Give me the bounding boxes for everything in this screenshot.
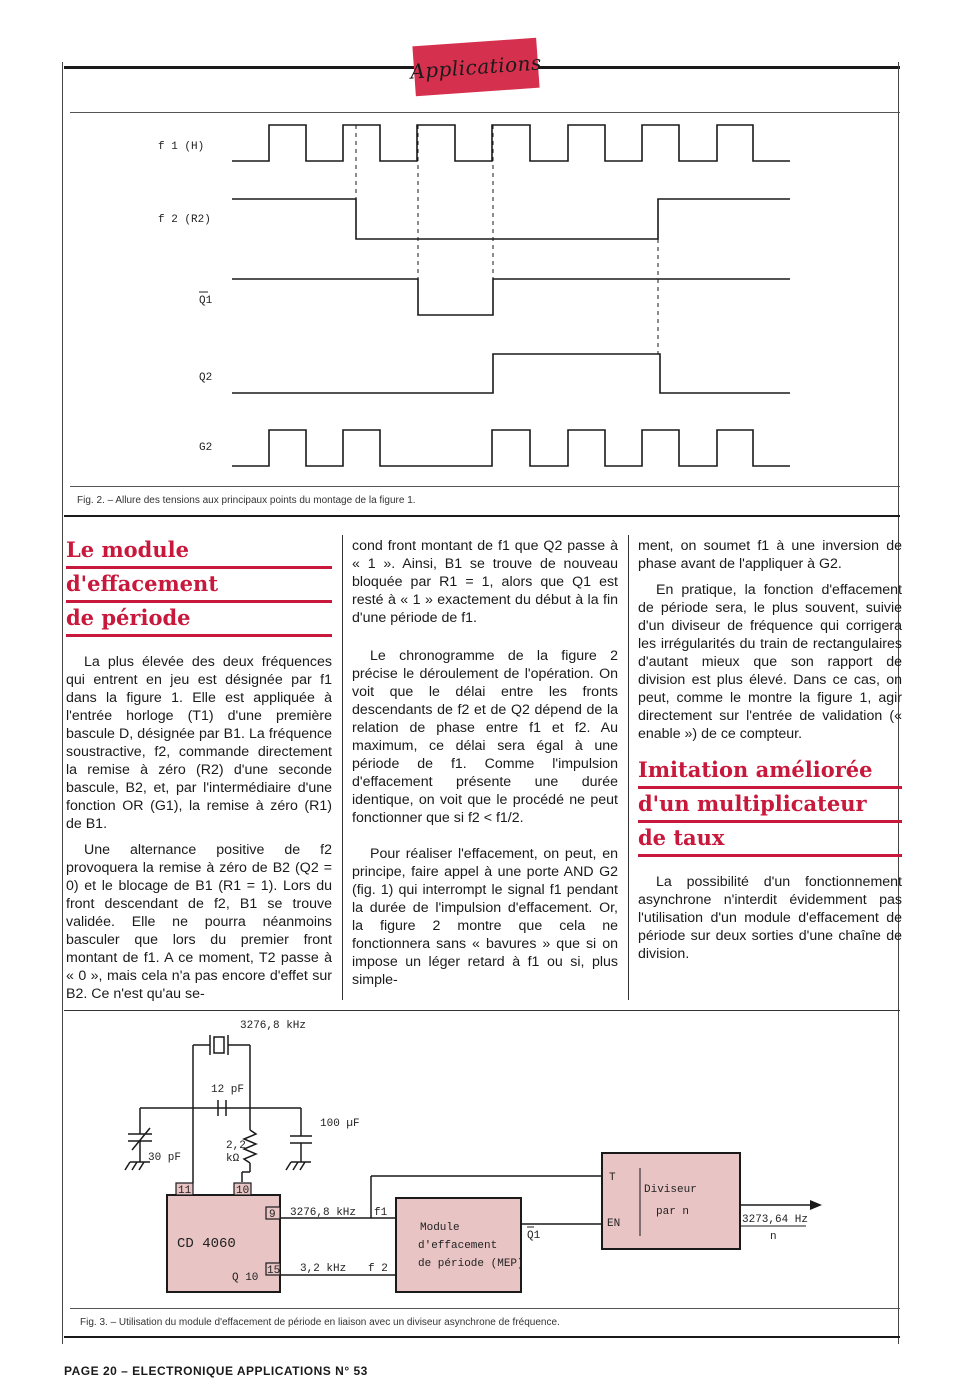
cap-100uf-label: 100 µF (320, 1118, 360, 1130)
mep-label-line: de période (MEP) (418, 1258, 524, 1270)
paragraph: Une alternance positive de f2 provoquera la remise à zéro de B2 (Q2 = 0) et le blocage de B1 (R1 = 1). Lors du front descendant de f2, B1 se trouve validée. Elle ne pourra néanmoins basculer que lors du premier front montant de f1. A ce moment, T2 passe à « 0 », mais cela n'a pas encore d'effet sur B2. Ce n'est qu'au se- (66, 842, 332, 1002)
resistor-unit-label: kΩ (226, 1153, 240, 1165)
signal-label-f2: f 2 (R2) (158, 214, 211, 226)
text-column-3 (638, 537, 902, 971)
text-column-2 (352, 537, 618, 997)
en-input-label: EN (607, 1218, 621, 1230)
pin-10-label: 10 (236, 1185, 250, 1197)
f1-label: f1 (374, 1207, 388, 1219)
f1-waveform (232, 125, 790, 161)
t-input-label: T (609, 1172, 616, 1184)
mep-label-line: Module (420, 1222, 460, 1234)
cap-30pf-label: 30 pF (148, 1152, 182, 1164)
pin15-freq-label: 3,2 kHz (300, 1263, 347, 1275)
column-divider-2 (628, 535, 629, 1000)
fig3-bottom-rule (64, 1336, 900, 1338)
divider-label-line: par n (656, 1206, 690, 1218)
q1-output-label: Q1 (527, 1230, 541, 1242)
heading-line: de taux (638, 823, 902, 857)
f2-waveform (232, 199, 790, 239)
paragraph: La plus élevée des deux fréquences qui entrent en jeu est désignée par f1 dans la figure 1. Elle est appliquée à l'entrée horloge (T1) d'une première bascule D, désignée par B1. La fréquence soustractive, f2, commande directement la remise à zéro (R2) d'une seconde bascule, B2, et, par l'intermédiaire d'une fonction OR (G1), la remise à zéro (R1) de B1. (66, 654, 332, 832)
paragraph: La possibilité d'un fonctionnement asynchrone n'interdit évidemment pas l'utilisation d'un module d'effacement de période sur deux sorties d'une chaîne de division. (638, 874, 902, 962)
resistor-value-label: 2,2 (226, 1140, 246, 1152)
pin-11-label: 11 (178, 1185, 192, 1197)
signal-label-g2: G2 (199, 442, 213, 454)
output-denominator: n (770, 1231, 777, 1243)
fig3-caption-rule (70, 1308, 900, 1309)
pin9-freq-label: 3276,8 kHz (290, 1207, 357, 1219)
fig3-caption: Fig. 3. – Utilisation du module d'effacement de période en liaison avec un diviseur asynchrone de fréquence. (80, 1317, 560, 1328)
heading-le-module (66, 535, 332, 637)
crystal-body (214, 1037, 224, 1053)
heading-line: Imitation améliorée (638, 755, 902, 789)
fig2-caption: Fig. 2. – Allure des tensions aux principaux points du montage de la figure 1. (77, 495, 416, 506)
signal-label-q1: Q1 (199, 295, 213, 307)
fig3-circuit-diagram (0, 1000, 964, 1310)
page-footer: PAGE 20 – ELECTRONIQUE APPLICATIONS N° 53 (64, 1364, 368, 1378)
signal-label-q2: Q2 (199, 372, 213, 384)
chip-name-label: CD 4060 (177, 1236, 236, 1252)
heading-imitation (638, 755, 902, 857)
heading-line: d'un multiplicateur (638, 789, 902, 823)
fig2-timing-diagram (0, 0, 964, 500)
chip-q10-label: Q 10 (232, 1272, 259, 1284)
fig2-caption-rule (70, 486, 900, 487)
heading-line: Le module (66, 535, 332, 569)
fig2-bottom-rule (64, 515, 900, 517)
paragraph: ment, on soumet f1 à une inversion de phase avant de l'appliquer à G2. (638, 538, 902, 572)
pin-9-label: 9 (269, 1209, 276, 1221)
banner-label: Applications (409, 50, 543, 84)
paragraph: cond front montant de f1 que Q2 passe à « 1 ». Ainsi, B1 se trouve de nouveau bloquée par R1 = 1, alors que Q1 est resté à « 1 » exactement du début à la fin d'une période de f1. (352, 538, 618, 626)
mep-label-line: d'effacement (418, 1240, 498, 1252)
cap-12pf-label: 12 pF (211, 1084, 245, 1096)
f2-label: f 2 (368, 1263, 388, 1275)
q1-waveform (232, 279, 790, 315)
pin-15-label: 15 (267, 1265, 281, 1277)
text-column-1 (66, 535, 332, 1011)
paragraph: En pratique, la fonction d'effacement de période sera, le plus souvent, suivie d'un diviseur de fréquence qui corrigera les irrégularités du train de rectangulaires d'autant mieux que son rapport de division est plus élevé. Dans ce cas, on peut, comme le montre la figure 1, agir directement sur l'entrée de validation (« enable ») de ce compteur. (638, 582, 902, 742)
heading-line: de période (66, 603, 332, 637)
paragraph: Pour réaliser l'effacement, on peut, en principe, faire appel à une porte AND G2 (fig. 1) qui interrompt le signal f1 pendant la durée de l'impulsion d'effacement. Or, la figure 2 montre que cela ne fonctionnera sans « bavures » que si on impose un léger retard à f1 ou si, plus simple- (352, 846, 618, 988)
divider-block (602, 1153, 740, 1249)
g2-waveform (232, 430, 790, 466)
output-arrow (810, 1200, 822, 1210)
paragraph: Le chronogramme de la figure 2 précise le déroulement de l'opération. On voit que le délai entre les fronts descendants de f2 et de Q2 dépend de la relation de phase entre f1 et f2. Au maximum, ce délai sera égal à une période de f1. Comme l'impulsion d'effacement présente une durée identique, on voit que le procédé ne peut fonctionner que si f2 < f1/2. (352, 648, 618, 826)
q2-waveform (232, 354, 790, 393)
column-divider-1 (342, 535, 343, 1000)
output-numerator: 3273,64 Hz (742, 1214, 809, 1226)
crystal-freq-label: 3276,8 kHz (240, 1020, 307, 1032)
heading-line: d'effacement (66, 569, 332, 603)
divider-label-line: Diviseur (644, 1184, 697, 1196)
signal-label-f1: f 1 (H) (158, 141, 205, 153)
